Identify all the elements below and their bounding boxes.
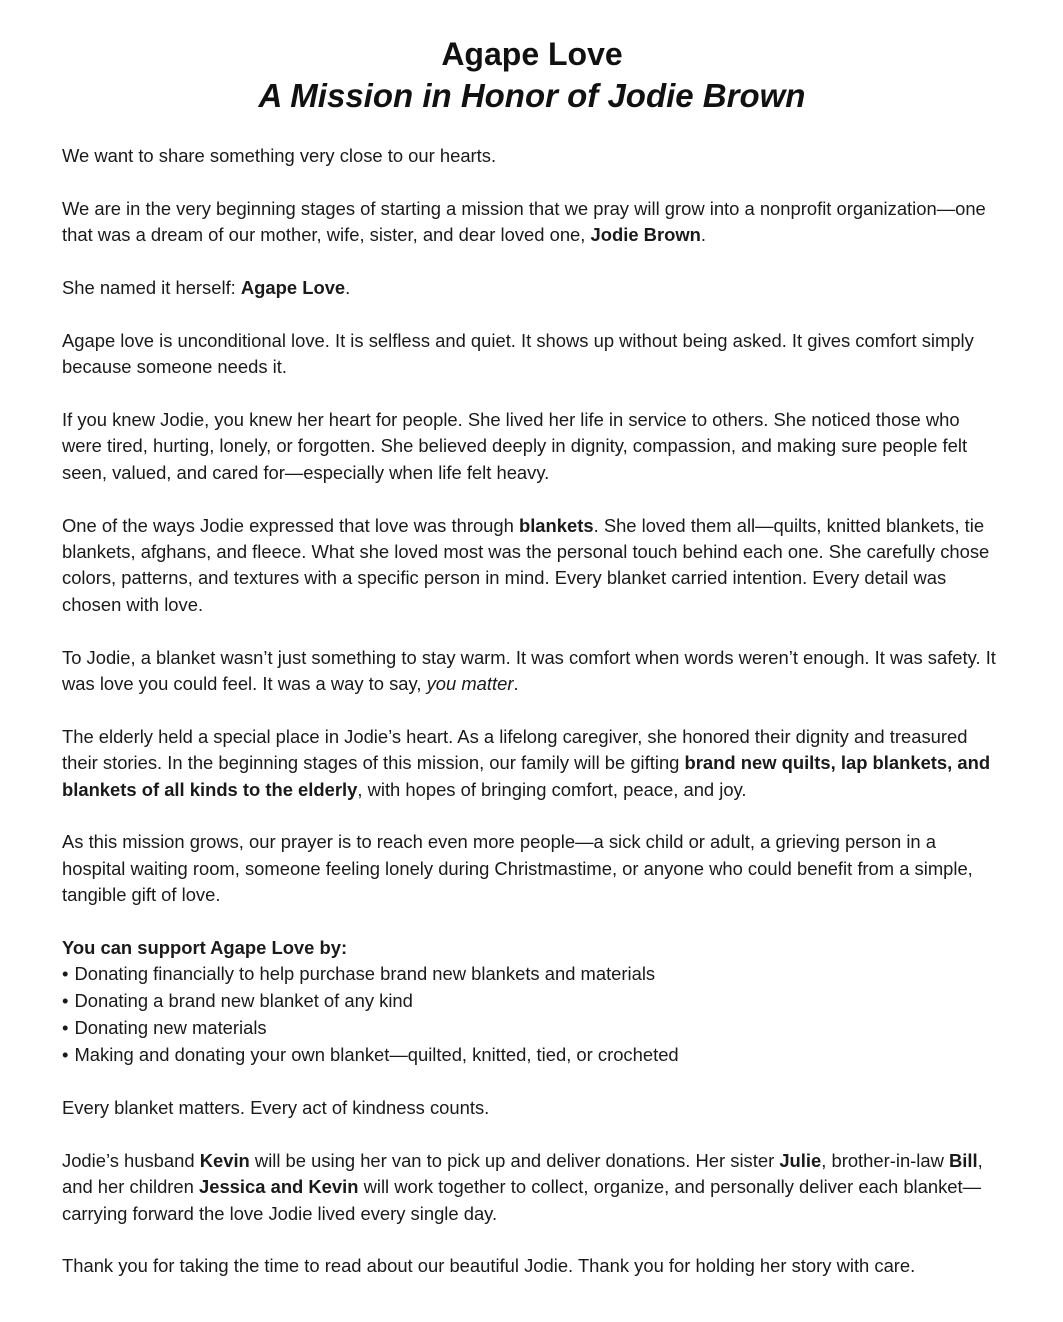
comfort-text-b: . bbox=[513, 673, 519, 695]
elderly-text-b: , with hopes of bringing comfort, peace, and joy. bbox=[357, 778, 747, 800]
family-text-3: , brother-in-law bbox=[821, 1149, 950, 1171]
comfort-paragraph bbox=[62, 645, 1002, 698]
family-text-5: will work together to collect, organize, and personally deliver each blanket—carrying forward the love Jodie lived every single day. bbox=[62, 1176, 982, 1224]
thank-you-paragraph: Thank you for taking the time to read about our beautiful Jodie. Thank you for holding her story with care. bbox=[62, 1255, 916, 1277]
comfort-italic: you matter bbox=[426, 673, 514, 695]
blankets-bold: blankets bbox=[518, 514, 594, 536]
agape-definition-paragraph: Agape love is unconditional love. It is selfless and quiet. It shows up without being asked. It gives comfort simply because someone needs it. bbox=[62, 329, 974, 378]
named-paragraph bbox=[62, 275, 1002, 301]
support-list bbox=[62, 961, 1002, 1068]
named-text-a: She named it herself: bbox=[62, 277, 241, 298]
every-blanket-paragraph: Every blanket matters. Every act of kindness counts. bbox=[62, 1097, 490, 1119]
family-paragraph bbox=[62, 1148, 1002, 1227]
mission-paragraph bbox=[62, 196, 1002, 249]
support-item: • Donating a brand new blanket of any kind bbox=[62, 988, 1002, 1015]
family-bold-children: Jessica and Kevin bbox=[199, 1176, 359, 1198]
mission-text-a: We are in the very beginning stages of starting a mission that we pray will grow into a nonprofit organization—one that was a dream of our mother, wife, sister, and dear loved one, bbox=[62, 197, 986, 246]
intro-paragraph: We want to share something very close to our hearts. bbox=[62, 145, 497, 166]
mission-grows-paragraph: As this mission grows, our prayer is to reach even more people—a sick child or adult, a grieving person in a hospital waiting room, someone feeling lonely during Christmastime, or anyone who could benefit from a simple, tangible gift of love. bbox=[62, 831, 973, 906]
mission-text-b: . bbox=[700, 224, 706, 246]
support-item: • Donating new materials bbox=[62, 1015, 1002, 1042]
blankets-paragraph bbox=[62, 513, 1002, 619]
family-text-4: , and her children bbox=[62, 1149, 983, 1198]
elderly-text-a: The elderly held a special place in Jodie’s heart. As a lifelong caregiver, she honored their dignity and treasured their stories. In the beginning stages of this mission, our family will be gifting bbox=[62, 725, 968, 774]
blankets-text-b: . She loved them all—quilts, knitted blankets, tie blankets, afghans, and fleece. What she loved most was the personal touch behind each one. She carefully chose colors, patterns, and textures with a specific person in mind. Every blanket carried intention. Every detail was chosen with love. bbox=[62, 514, 990, 615]
mission-name-bold: Jodie Brown bbox=[590, 224, 701, 246]
family-text-1: Jodie’s husband bbox=[62, 1149, 200, 1171]
document-page bbox=[62, 34, 1002, 1306]
named-bold: Agape Love bbox=[240, 277, 346, 298]
page-title: Agape Love bbox=[441, 36, 623, 72]
elderly-paragraph bbox=[62, 724, 1002, 803]
support-item: • Donating financially to help purchase brand new blankets and materials bbox=[62, 961, 1002, 988]
jodie-heart-paragraph: If you knew Jodie, you knew her heart for people. She lived her life in service to others. She noticed those who were tired, hurting, lonely, or forgotten. She believed deeply in dignity, compassion, and making sure people felt seen, valued, and cared for—especially when life felt heavy. bbox=[62, 409, 968, 483]
page-subtitle: A Mission in Honor of Jodie Brown bbox=[258, 77, 806, 114]
family-bold-bill: Bill bbox=[949, 1149, 978, 1171]
family-text-2: will be using her van to pick up and deliver donations. Her sister bbox=[249, 1149, 780, 1171]
support-item: • Making and donating your own blanket—quilted, knitted, tied, or crocheted bbox=[62, 1042, 1002, 1069]
family-bold-julie: Julie bbox=[779, 1149, 822, 1171]
family-bold-kevin: Kevin bbox=[199, 1149, 250, 1171]
blankets-text-a: One of the ways Jodie expressed that love was through bbox=[62, 514, 519, 536]
support-heading: You can support Agape Love by: bbox=[62, 937, 348, 959]
elderly-bold: brand new quilts, lap blankets, and blankets of all kinds to the elderly bbox=[62, 752, 991, 800]
comfort-text-a: To Jodie, a blanket wasn’t just something to stay warm. It was comfort when words weren’t enough. It was safety. It was love you could feel. It was a way to say, bbox=[62, 646, 996, 695]
named-text-b: . bbox=[345, 277, 351, 298]
